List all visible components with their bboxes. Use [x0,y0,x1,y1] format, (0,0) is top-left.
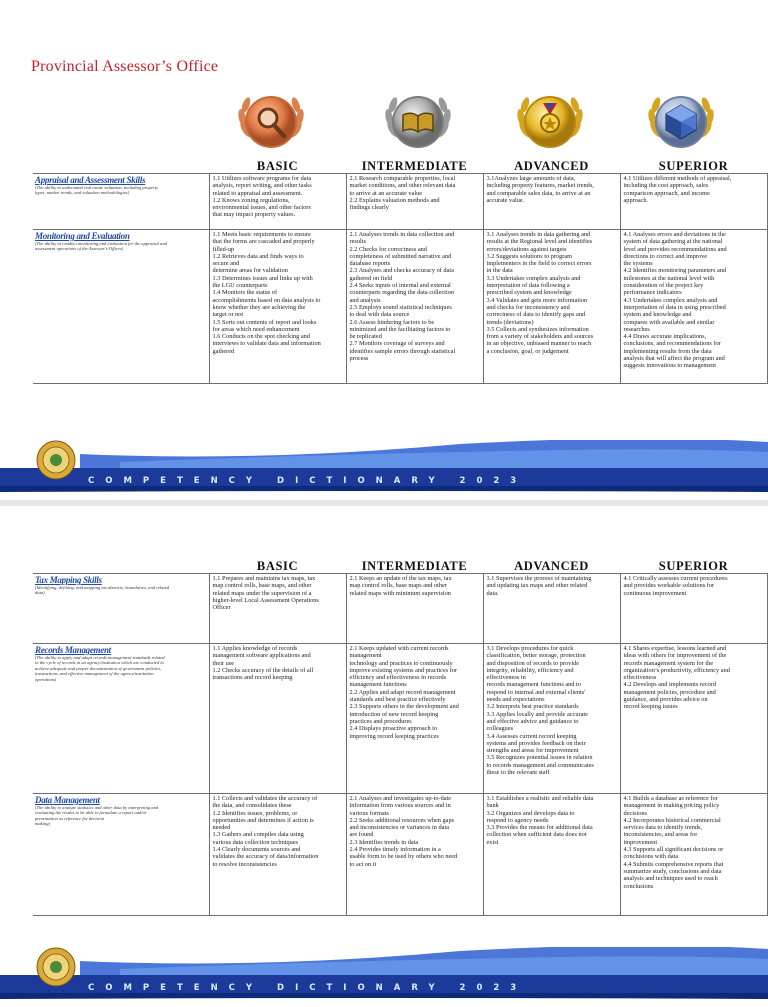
indicator-line: minimized and the facilitating factors to [349,325,451,333]
competency-title: Records Management [35,645,111,655]
indicator-cell-advanced [483,644,620,794]
indicator-line: 1.4 Monitors the status of [212,289,278,297]
indicator-line: colleagues [486,725,514,733]
indicator-line: and updating tax maps and other related [486,582,588,590]
competency-description-line: transactions, and effective management of the agency/institution [35,671,154,677]
indicator-line: management functions [349,681,407,689]
competency-title: Data Management [35,795,100,805]
indicator-line: interpretation of data following a [486,282,570,290]
indicator-line: 3.1Analyzes large amounts of data, [486,175,576,182]
indicator-line: target or not [212,311,244,319]
indicator-line: that the forms are cascaded and properly [212,238,315,246]
indicator-line: opportunities and determines if action is [212,816,314,824]
page-footer [0,947,768,1007]
indicator-line: higher-level Local Assessment Operations [212,596,319,604]
indicator-cell-basic [209,794,346,916]
indicator-line: a conclusion, goal, or judgement [486,347,569,355]
indicator-line: 4.1 Analyses errors and deviations in the [623,231,726,238]
indicator-line: in the data [486,267,513,275]
indicator-cell-basic [209,644,346,794]
indicator-line: results at the Regional level and identifies [486,238,593,246]
indicator-line: 2.1 Analyses and investigates up-to-date [349,795,452,802]
indicator-line: know whether they are achieving the [212,303,306,311]
indicator-line: management in making pricing policy [623,802,720,810]
indicator-line: 3.3 Provides the means for additional data [486,824,593,832]
indicator-line: 2.6 Assess hindering factors to be [349,318,435,326]
indicator-line: 1.2 Knows zoning regulations, [212,196,290,204]
office-title: Provincial Assessor’s Office [31,58,219,75]
indicator-line: interpretation of data in using prescribed [623,303,726,311]
level-header-superior: SUPERIOR [658,559,729,573]
indicator-line: the systems [623,260,653,268]
indicator-line: are found [349,831,374,839]
indicator-line: performance indicators [623,289,682,297]
indicator-line: 1.6 Conducts on the spot checking and [212,333,310,341]
indicator-cell-intermediate [346,230,483,384]
competency-description-line: (The ability to apply and adapt records management standards related [35,655,165,660]
indicator-line: 2.2 Checks for correctness and [349,245,427,253]
indicator-line: including property features, market trends, [486,182,594,190]
indicator-line: database reports [349,260,391,268]
document-page-2 [0,506,768,1006]
indicator-line: milestones at the national level with [623,274,715,282]
indicator-line: 4.3 Supports all significant decisions or [623,846,724,854]
indicator-line: 2.5 Employs sound statistical techniques [349,303,452,311]
indicator-line: Officer [212,604,231,612]
indicator-cell-basic [209,174,346,230]
indicator-cell-basic [209,574,346,644]
indicator-line: information from various sources and in [349,802,451,810]
indicator-line: 3.4 Validates and gets more information [486,296,588,304]
competency-row [33,574,767,644]
indicator-line: 1.3 Determines issues and links up with [212,274,313,282]
level-medals [0,85,768,163]
indicator-line: level and provides recommendations and [623,245,727,253]
indicator-line: secure and [212,260,240,268]
indicator-line: needs and expectations [486,696,545,704]
competency-description-line: data) [35,590,45,596]
competency-description-line: achieve adequate and proper documentation of government policies, [35,665,162,671]
indicator-line: map control rolls, base maps and other [349,582,447,590]
indicator-line: respond to internal and external clients' [486,688,586,696]
competency-description-line: making) [35,821,51,827]
indicator-line: summarize study, conclusions and data [623,867,722,875]
indicator-line: management policies, procedure and [623,688,716,696]
indicator-line: exist [486,838,499,846]
indicator-line: bank [486,802,499,810]
indicator-line: 4.1 Builds a database as reference for [623,795,718,802]
indicator-line: results [349,238,366,246]
indicator-line: to resolve inconsistencies [212,860,277,868]
indicator-line: improvement [623,838,658,846]
indicator-line: 2.1 Analyses trends in data collection and [349,231,455,238]
indicator-line: the LGU counterparts [212,282,268,290]
indicator-line: introduction of new record keeping [349,710,439,718]
competency-title: Monitoring and Evaluation [35,231,130,241]
indicator-line: implementing results from the data [623,347,712,355]
indicator-line: management [349,652,382,660]
indicator-line: 4.2 Incorporates historical commercial [623,816,721,824]
indicator-cell-intermediate [346,644,483,794]
indicator-line: 3.2 Interprets best practice standards [486,703,579,711]
indicator-line: correctness of data to identify gaps and [486,311,586,319]
indicator-line: conclusions, and recommendations for [623,340,721,348]
indicator-line: conclusions [623,882,654,890]
indicator-line: trends (deviations) [486,318,534,326]
indicator-line: and inconsistencies or variances in data [349,824,449,832]
indicator-line: determine areas for validation [212,267,288,275]
indicator-line: ideas with others for improvement of the [623,652,727,660]
indicator-line: 3.5 Recognizes potential issues in relation [486,754,593,762]
indicator-line: comparison approach, and income [623,189,710,197]
competency-cell [33,174,209,230]
ribbon-medal-icon [511,85,589,163]
competency-description-line: evaluating the results to be able to formulate a report and/or [35,810,147,816]
indicator-cell-superior [620,794,767,916]
indicator-line: management software applications and [212,652,311,660]
competency-cell [33,794,209,916]
indicator-line: services data to identify trends, [623,824,703,832]
competency-cell [33,230,209,384]
indicator-line: from a variety of stakeholders and sources [486,333,594,341]
indicator-line: classification, better storage, protection [486,652,586,660]
indicator-cell-intermediate [346,574,483,644]
competency-description-line: (Identifying, defining, and mapping tax districts, boundaries, and related [35,585,170,590]
indicator-line: records management system for the [623,659,714,667]
indicator-line: for areas which need enhancement [212,325,300,333]
indicator-line: process [349,355,369,363]
footer-title: COMPETENCY DICTIONARY 2023 [88,983,528,993]
indicator-line: 2.4 Displays proactive approach to [349,725,438,733]
indicator-line: related maps under the supervision of a [212,589,312,597]
indicator-line: 2.1 Keeps updated with current records [349,645,449,652]
indicator-line: gathered [212,347,235,355]
level-header-advanced: ADVANCED [514,559,589,573]
competency-description-line: presentation as reference for decision [35,815,105,821]
indicator-line: to act on it [349,860,377,868]
indicator-line: strengths and areas for improvement [486,747,579,755]
level-header-basic: BASIC [256,559,299,573]
competency-row [33,644,767,794]
indicator-line: inconsistencies, and areas for [623,831,698,839]
magnifier-medal-icon [232,85,310,163]
indicator-line: gathered on field [349,274,393,282]
competency-cell [33,574,209,644]
indicator-line: 1.2 Identifies issues, problems, or [212,809,298,817]
indicator-line: 2.4 Seeks inputs of internal and external [349,282,451,290]
indicator-line: 4.2 Develops and implements record [623,681,717,689]
indicator-line: the data, and consolidates these [212,802,292,810]
indicator-line: analysis, report writing, and other tasks [212,182,312,190]
indicator-line: transactions and record keeping [212,674,293,682]
indicator-line: interviews to validate data and information [212,340,321,348]
indicator-line: 3.3 Applies locally and provide accurate [486,710,588,718]
indicator-line: 1.5 Sorts out contents of report and looks [212,318,317,326]
competency-description-line: to the cycle of records in an agency/institution which are conducted to [35,660,164,666]
indicator-line: and effective advice and guidance to [486,717,579,725]
indicator-line: 2.3 Identifies trends in data [349,838,419,846]
competency-description-line: (The ability to understand real estate valuation, including property [35,185,159,190]
indicator-line: 4.2 Identifies monitoring parameters and [623,267,727,275]
indicator-line: related to appraisal and assessment. [212,189,303,197]
competency-table-1 [33,160,768,384]
footer-band-graphic [0,440,768,500]
indicator-line: prescribed system and knowledge [486,289,572,297]
indicator-line: various data collection techniques [212,838,299,846]
indicator-cell-superior [620,644,767,794]
indicator-line: errors/deviations against targets [486,245,567,253]
indicator-line: 3.2 Organizes and develops data to [486,809,575,817]
indicator-line: 1.2 Checks accuracy of the details of all [212,666,314,674]
indicator-line: 4.4 Submits comprehensive reports that [623,860,724,868]
indicator-line: organization’s productivity, efficiency and [623,666,730,674]
indicator-line: suggests innovations to management [623,362,717,370]
indicator-line: including the cost approach, sales [623,182,709,190]
indicator-line: decisions [623,809,647,817]
indicator-line: technology and practices to continuously [349,659,453,667]
indicator-line: guidance, and provides advice on [623,696,708,704]
indicator-line: and analysis [349,296,381,304]
indicator-line: 2.4 Provides timely information in a [349,846,441,854]
indicator-line: various formats [349,809,389,817]
indicator-line: 4.1 Utilizes different methods of appraisal, [623,175,732,182]
competency-table-2 [33,560,768,916]
provincial-seal-icon [36,440,76,480]
indicator-line: 4.1 Critically assesses current procedures [623,575,728,582]
competency-title: Appraisal and Assessment Skills [35,175,146,185]
indicator-line: filled-up [212,245,235,253]
indicator-cell-advanced [483,174,620,230]
indicator-line: environmental issues, and other factors [212,204,311,212]
competency-row [33,230,767,384]
indicator-line: and provides workable solutions for [623,582,715,590]
indicator-line: 3.3 Undertakes complex analysis and [486,274,581,282]
indicator-line: be replicated [349,333,382,341]
indicator-cell-basic [209,230,346,384]
indicator-cell-superior [620,230,767,384]
indicator-cell-superior [620,174,767,230]
indicator-line: 3.1 Supervises the process of maintaining [486,575,592,582]
indicator-cell-superior [620,574,767,644]
level-header-intermediate: INTERMEDIATE [361,159,468,173]
indicator-cell-intermediate [346,174,483,230]
level-header-advanced: ADVANCED [514,159,589,173]
indicator-line: implementers in the field to correct errors [486,260,592,268]
indicator-line: 2.2 Seeks additional resources when gaps [349,816,455,824]
indicator-line: completeness of submitted narrative and [349,252,452,260]
indicator-line: related maps with minimum supervision [349,589,451,597]
gem-medal-icon [642,85,720,163]
indicator-line: and disposition of records to provide [486,659,580,667]
indicator-line: integrity, reliability, efficiency and [486,666,574,674]
indicator-line: their use [212,659,235,667]
competency-cell [33,644,209,794]
indicator-line: 1.4 Clearly documents sources and [212,846,301,854]
indicator-line: records management functions and to [486,681,581,689]
indicator-line: improving record keeping practices [349,732,439,740]
competency-rows [33,174,767,384]
indicator-line: that may impact property values. [212,211,296,219]
indicator-line: improve existing systems and practices for [349,666,458,674]
indicator-line: usable form to be used by others who need [349,853,458,861]
indicator-line: 1.1 Prepares and maintains tax maps, tax [212,575,316,582]
document-page-1 [0,0,768,500]
indicator-line: 3.1 Analyses trends in data gathering and [486,231,591,238]
indicator-line: and comparable sales data, to arrive at an [486,189,591,197]
indicator-line: 4.1 Shares expertise, lessons learned and [623,645,727,652]
competency-description-line: assessment operations of the Assessor's Offices) [35,246,124,252]
indicator-line: map control rolls, base maps, and other [212,582,312,590]
provincial-seal-icon [36,947,76,987]
indicator-line: respond to agency needs [486,816,549,824]
indicator-line: directions to correct and improve [623,252,708,260]
indicator-line: 3.1 Establishes a realistic and reliable data [486,795,594,802]
indicator-line: 1.1 Applies knowledge of records [212,645,298,652]
indicator-line: continuous improvement [623,589,687,597]
indicator-line: systems and provides feedback on their [486,739,586,747]
indicator-line: 3.1 Develops procedures for quick [486,645,574,652]
indicator-line: validates the accuracy of data/information [212,853,319,861]
indicator-line: counterparts regarding the data collection [349,289,455,297]
competency-row [33,794,767,916]
indicator-cell-advanced [483,574,620,644]
indicator-line: compares with available and similar [623,318,715,326]
level-header-basic: BASIC [256,159,299,173]
level-header-intermediate: INTERMEDIATE [361,559,468,573]
competency-row [33,174,767,230]
indicator-line: record keeping issues [623,703,678,711]
footer-title: COMPETENCY DICTIONARY 2023 [88,476,528,486]
indicator-line: 2.2 Explains valuation methods and [349,196,440,204]
indicator-line: 4.3 Undertakes complex analysis and [623,296,718,304]
indicator-line: effectiveness in [486,674,526,682]
indicator-line: analysis and techniques used to reach [623,875,718,883]
indicator-line: efficiency and effectiveness in records [349,674,447,682]
competency-description-line: operations) [35,676,57,682]
indicator-cell-advanced [483,794,620,916]
competency-description-line: (The ability to analyze statistics and other data by interpreting and [35,805,159,810]
competency-title: Tax Mapping Skills [35,575,102,585]
indicator-line: in an objective, unbiased manner to reach [486,340,592,348]
competency-description-line: (The ability to conduct monitoring and evaluation for the appraisal and [35,241,167,246]
indicator-cell-intermediate [346,794,483,916]
indicator-line: 4.4 Draws accurate implications, [623,333,707,341]
indicator-line: standards and best practice effectively [349,696,446,704]
indicator-line: researches [623,325,650,333]
indicator-line: 3.2 Suggests solutions to program [486,252,573,260]
indicator-line: these to the relevant staff [486,769,550,777]
indicator-line: 2.3 Supports others in the development and [349,703,459,711]
indicator-line: findings clearly [349,204,389,212]
indicator-line: 2.7 Monitors coverage of surveys and [349,340,445,348]
indicator-line: 1.1 Meets basic requirements to ensure [212,231,311,238]
indicator-line: 2.1 Keeps an update of the tax maps, tax [349,575,452,582]
competency-rows [33,574,767,916]
indicator-line: practices and procedures [349,717,412,725]
competency-description-line: types, market trends, and valuation methodologies) [35,190,130,196]
indicator-cell-advanced [483,230,620,384]
indicator-line: collection when sufficient data does not [486,831,587,839]
indicator-line: to arrive at an accurate value [349,189,423,197]
indicator-line: and checks for inconsistency and [486,303,570,311]
indicator-line: 2.3 Analyses and checks accuracy of data [349,267,454,275]
indicator-line: 3.4 Assesses current record keeping [486,732,577,740]
indicator-line: 1.1 Collects and validates the accuracy of [212,795,318,802]
indicator-line: 1.1 Utilizes software programs for data [212,175,312,182]
indicator-line: system of data gathering at the national [623,238,723,246]
indicator-line: effectiveness [623,674,657,682]
indicator-line: to records management and communicates [486,761,594,769]
indicator-line: needed [212,824,231,832]
indicator-line: consideration of the project key [623,282,704,290]
indicator-line: market conditions, and other relevant data [349,182,456,190]
page-footer [0,440,768,500]
footer-band-graphic [0,947,768,1007]
book-medal-icon [379,85,457,163]
indicator-line: conclusions with data [623,853,679,861]
indicator-line: 2.2 Applies and adapt record management [349,688,456,696]
indicator-line: system and knowledge and [623,311,692,319]
indicator-line: 3.5 Collects and synthesizes information [486,325,589,333]
indicator-line: accomplishments based on data analysis to [212,296,321,304]
indicator-line: identifies sample errors through statistical [349,347,456,355]
indicator-line: data. [486,589,499,597]
indicator-line: analysis that will affect the program and [623,355,725,363]
indicator-line: approach. [623,196,649,204]
indicator-line: 2.1 Research comparable properties, local [349,175,456,182]
indicator-line: accurate value. [486,196,525,204]
indicator-line: 1.2 Retrieves data and finds ways to [212,252,304,260]
indicator-line: 1.3 Gathers and compiles data using [212,831,304,839]
level-header-superior: SUPERIOR [658,159,729,173]
indicator-line: to deal with data source [349,311,410,319]
